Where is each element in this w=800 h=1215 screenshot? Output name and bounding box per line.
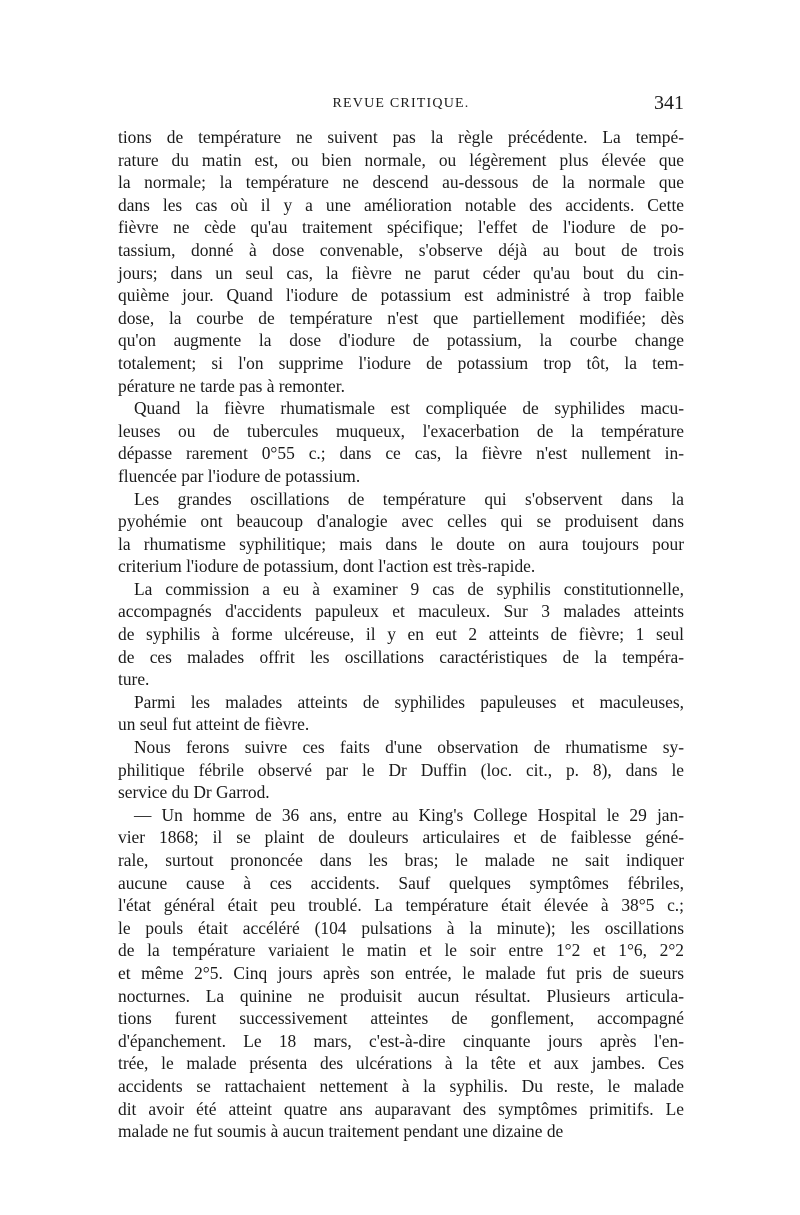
text-line: aucune cause à ces accidents. Sauf quelques symptômes fébriles, (118, 872, 684, 893)
text-line: qu'on augmente la dose d'iodure de potassium, la courbe change (118, 330, 684, 351)
text-line: vier 1868; il se plaint de douleurs articulaires et de faiblesse géné- (118, 827, 684, 848)
text-line: et même 2°5. Cinq jours après son entrée, le malade fut pris de sueurs (118, 962, 684, 983)
text-line: leuses ou de tubercules muqueux, l'exacerbation de la température (118, 420, 684, 441)
paragraph (118, 691, 684, 736)
text-line: fièvre ne cède qu'au traitement spécifique; l'effet de l'iodure de po- (118, 217, 684, 238)
text-line: accidents se rattachaient nettement à la syphilis. Du reste, le malade (118, 1075, 684, 1096)
text-line: dans les cas où il y a une amélioration notable des accidents. Cette (118, 194, 684, 215)
paragraph (118, 804, 684, 1143)
text-line: philitique fébrile observé par le Dr Duffin (loc. cit., p. 8), dans le (118, 759, 684, 780)
text-line: la rhumatisme syphilitique; mais dans le doute on aura toujours pour (118, 533, 684, 554)
text-line: service du Dr Garrod. (118, 782, 270, 803)
paragraph (118, 126, 684, 397)
text-line: tassium, donné à dose convenable, s'observe déjà au bout de trois (118, 239, 684, 260)
text-line: Parmi les malades atteints de syphilides papuleuses et maculeuses, (134, 691, 684, 712)
text-line: ture. (118, 669, 150, 690)
text-line: rale, surtout prononcée dans les bras; le malade ne sait indiquer (118, 850, 684, 870)
text-line: nocturnes. La quinine ne produisit aucun résultat. Plusieurs articula- (118, 985, 684, 1006)
body-text (118, 126, 684, 1143)
text-line: pérature ne tarde pas à remonter. (118, 375, 345, 396)
text-line: — Un homme de 36 ans, entre au King's College Hospital le 29 jan- (134, 804, 684, 825)
paragraph (118, 488, 684, 578)
text-line: jours; dans un seul cas, la fièvre ne parut céder qu'au bout du cin- (118, 262, 684, 283)
text-line: tions de température ne suivent pas la règle précédente. La tempé- (118, 127, 684, 147)
text-line: pyohémie ont beaucoup d'analogie avec celles qui se produisent dans (118, 511, 684, 532)
text-line: Nous ferons suivre ces faits d'une observation de rhumatisme sy- (134, 737, 684, 758)
text-line: Les grandes oscillations de température qui s'observent dans la (134, 488, 684, 509)
text-line: accompagnés d'accidents papuleux et maculeux. Sur 3 malades atteints (118, 601, 684, 622)
text-line: dose, la courbe de température n'est que partiellement modifiée; dès (118, 307, 684, 328)
text-line: d'épanchement. Le 18 mars, c'est-à-dire cinquante jours après l'en- (118, 1030, 684, 1051)
paragraph (118, 578, 684, 691)
text-line: trée, le malade présenta des ulcérations à la tête et aux jambes. Ces (118, 1053, 684, 1074)
text-line: de syphilis à forme ulcéreuse, il y en eut 2 atteints de fièvre; 1 seul (118, 624, 684, 645)
text-line: tions furent successivement atteintes de gonflement, accompagné (118, 1008, 684, 1029)
text-line: fluencée par l'iodure de potassium. (118, 465, 361, 486)
text-line: rature du matin est, ou bien normale, ou légèrement plus élevée que (118, 149, 684, 170)
text-line: l'état général était peu troublé. La température était élevée à 38°5 c.; (118, 895, 684, 916)
text-line: totalement; si l'on supprime l'iodure de potassium trop tôt, la tem- (118, 352, 684, 373)
text-line: le pouls était accéléré (104 pulsations à la minute); les oscillations (118, 917, 684, 938)
paragraph (118, 397, 684, 487)
running-head: REVUE CRITIQUE. (332, 96, 470, 111)
paragraph (118, 736, 684, 804)
text-line: criterium l'iodure de potassium, dont l'action est très-rapide. (118, 556, 536, 577)
text-line: de la température variaient le matin et le soir entre 1°2 et 1°6, 2°2 (118, 940, 684, 961)
text-line: de ces malades offrit les oscillations caractéristiques de la tempéra- (118, 646, 684, 667)
text-line: dit avoir été atteint quatre ans auparavant des symptômes primitifs. Le (118, 1098, 684, 1119)
page-number: 341 (654, 92, 684, 114)
book-page (118, 92, 684, 1143)
text-line: dépasse rarement 0°55 c.; dans ce cas, la fièvre n'est nullement in- (118, 443, 684, 464)
text-line: La commission a eu à examiner 9 cas de syphilis constitutionnelle, (134, 578, 684, 599)
text-line: quième jour. Quand l'iodure de potassium est administré à trop faible (118, 285, 684, 306)
text-line: la normale; la température ne descend au-dessous de la normale que (118, 172, 684, 193)
text-line: malade ne fut soumis à aucun traitement pendant une dizaine de (118, 1121, 564, 1142)
page-header (118, 92, 684, 120)
text-line: Quand la fièvre rhumatismale est compliquée de syphilides macu- (134, 398, 684, 419)
text-line: un seul fut atteint de fièvre. (118, 714, 310, 735)
